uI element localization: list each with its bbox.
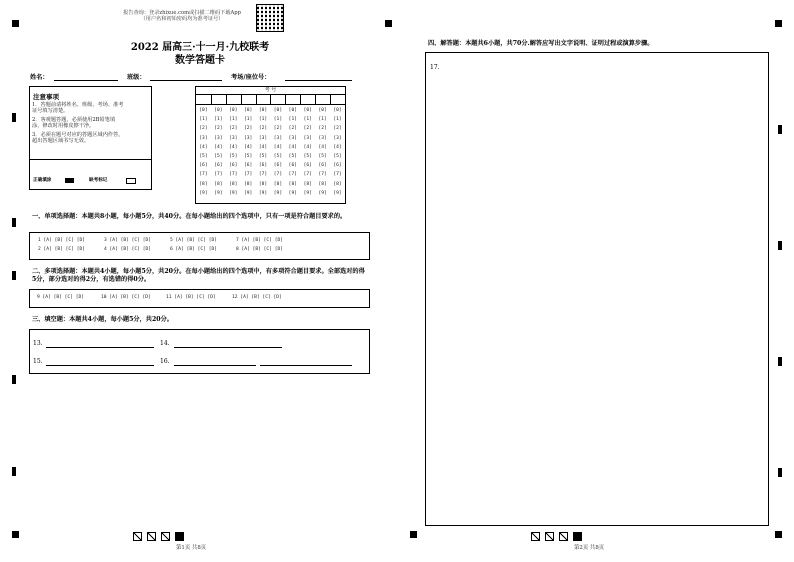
blank-13-label: 13. [33, 340, 43, 347]
exam-digit-bubble[interactable]: [5] [333, 154, 342, 160]
timing-mark [12, 271, 16, 280]
exam-number-column [300, 106, 315, 198]
qr-code-icon[interactable] [256, 4, 284, 32]
exam-digit-bubble[interactable]: [4] [229, 144, 238, 150]
exam-digit-bubble[interactable]: [9] [288, 190, 297, 196]
exam-digit-bubble[interactable]: [9] [303, 190, 312, 196]
timing-mark [778, 468, 782, 477]
registration-mark [410, 531, 417, 538]
exam-digit-bubble[interactable]: [8] [333, 181, 342, 187]
exam-digit-bubble[interactable]: [6] [303, 163, 312, 169]
exam-digit-bubble[interactable]: [8] [199, 181, 208, 187]
exam-number-column [256, 106, 271, 198]
exam-digit-bubble[interactable]: [1] [258, 117, 268, 123]
page-code-square [175, 532, 184, 541]
blank-14-label: 14. [160, 340, 170, 347]
timing-mark [778, 357, 782, 366]
exam-digit-bubble[interactable]: [4] [214, 144, 223, 150]
blank-13-field[interactable] [46, 340, 154, 348]
exam-digit-bubble[interactable]: [8] [303, 181, 312, 187]
exam-digit-bubble[interactable]: [5] [288, 154, 297, 160]
exam-digit-bubble[interactable]: [0] [199, 108, 208, 113]
exam-digit-bubble[interactable]: [8] [288, 181, 297, 187]
exam-digit-bubble[interactable]: [9] [214, 190, 223, 196]
multi-choice-question[interactable]: 12 [A] [B] [C] [D] [232, 295, 282, 300]
multi-choice-question[interactable]: 9 [A] [B] [C] [D] [37, 295, 85, 300]
single-choice-question[interactable]: 2 [A] [B] [C] [D] [38, 247, 86, 252]
name-label: 姓名： [30, 74, 49, 81]
timing-mark [778, 125, 782, 134]
exam-digit-bubble[interactable]: [4] [199, 144, 208, 150]
exam-digit-bubble[interactable]: [8] [229, 181, 238, 187]
exam-digit-bubble[interactable]: [5] [214, 154, 223, 160]
exam-digit-bubble[interactable]: [8] [258, 181, 268, 187]
exam-digit-bubble[interactable]: [7] [303, 172, 312, 178]
exam-digit-bubble[interactable]: [3] [258, 135, 268, 141]
timing-mark [12, 218, 16, 227]
single-choice-question[interactable]: 1 [A] [B] [C] [D] [38, 238, 86, 243]
exam-digit-bubble[interactable]: [7] [273, 172, 283, 178]
multi-choice-question[interactable]: 11 [A] [B] [C] [D] [166, 295, 216, 300]
section-fill-blank-title: 三、填空题：本题共4小题，每小题5分，共20分。 [32, 316, 173, 323]
exam-digit-bubble[interactable]: [7] [288, 172, 297, 178]
name-field[interactable] [54, 72, 118, 81]
multi-choice-question[interactable]: 10 [A] [B] [C] [D] [101, 295, 151, 300]
seat-field[interactable] [285, 72, 352, 81]
section-solve-title: 四、解答题：本题共6小题，共70分.解答应写出文字说明、证明过程或演算步骤。 [428, 40, 654, 47]
exam-number-column [315, 106, 330, 198]
notice-item: 3．必须在题号对应的答题区域内作答，超出答题区域书写无效。 [32, 131, 124, 145]
exam-digit-bubble[interactable]: [3] [273, 135, 283, 141]
exam-digit-bubble[interactable]: [3] [288, 135, 297, 141]
exam-digit-bubble[interactable]: [6] [214, 163, 223, 169]
exam-digit-bubble[interactable]: [5] [258, 154, 268, 160]
page-code-square [133, 532, 142, 541]
page-number-right: 第2页 共8页 [574, 545, 605, 551]
registration-mark [12, 531, 19, 538]
page-code-square [545, 532, 554, 541]
section-multi-choice-title: 二、多项选择题：本题共4小题，每小题5分，共20分。在每小题给出的四个选项中，有多项符合题目要求。全部选对的得5分，部分选对的得2分，有选错的得0分。 [32, 268, 365, 283]
exam-digit-bubble[interactable]: [7] [229, 172, 238, 178]
single-choice-box [29, 232, 370, 260]
exam-digit-bubble[interactable]: [8] [214, 181, 223, 187]
exam-digit-bubble[interactable]: [7] [199, 172, 208, 178]
registration-mark [775, 531, 782, 538]
page-code-square [573, 532, 582, 541]
exam-digit-bubble[interactable]: [5] [273, 154, 283, 160]
exam-number-column [211, 106, 226, 198]
exam-digit-bubble[interactable]: [2] [258, 126, 268, 132]
exam-digit-bubble[interactable]: [1] [214, 117, 223, 123]
registration-mark [775, 20, 782, 27]
exam-number-column [196, 106, 211, 198]
exam-digit-bubble[interactable]: [0] [288, 108, 297, 113]
exam-digit-bubble[interactable]: [8] [273, 181, 283, 187]
registration-mark [385, 20, 392, 27]
exam-digit-bubble[interactable]: [9] [258, 190, 268, 196]
exam-digit-bubble[interactable]: [8] [243, 181, 253, 187]
exam-digit-bubble[interactable]: [4] [258, 144, 268, 150]
exam-digit-bubble[interactable]: [0] [333, 108, 342, 113]
exam-digit-bubble[interactable]: [6] [333, 163, 342, 169]
exam-digit-bubble[interactable]: [0] [273, 108, 283, 113]
blank-15-label: 15. [33, 358, 43, 365]
timing-mark [12, 113, 16, 122]
exam-digit-bubble[interactable]: [3] [333, 135, 342, 141]
exam-number-column [330, 106, 345, 198]
notice-item: 2．客观题答题，必须使用2B铅笔填涂，修改时用橡皮擦干净。 [32, 116, 116, 130]
seat-label: 考场/座位号： [231, 74, 271, 81]
exam-digit-bubble[interactable]: [7] [243, 172, 253, 178]
exam-digit-bubble[interactable]: [1] [199, 117, 208, 123]
exam-digit-bubble[interactable]: [2] [229, 126, 238, 132]
exam-number-column [226, 106, 241, 198]
exam-digit-bubble[interactable]: [9] [243, 190, 253, 196]
exam-number-header: 考 号 [196, 87, 345, 95]
class-label: 班级： [127, 74, 146, 81]
single-choice-question[interactable]: 7 [A] [B] [C] [D] [236, 238, 284, 243]
exam-digit-bubble[interactable]: [5] [243, 154, 253, 160]
exam-digit-bubble[interactable]: [1] [333, 117, 342, 123]
notice-divider [29, 159, 151, 160]
exam-digit-bubble[interactable]: [6] [273, 163, 283, 169]
page-code-square [147, 532, 156, 541]
exam-digit-bubble[interactable]: [4] [273, 144, 283, 150]
exam-digit-bubble[interactable]: [3] [243, 135, 253, 141]
absent-mark-label: 缺考标记 [89, 178, 108, 183]
notice-body [32, 102, 124, 144]
page-code-square [559, 532, 568, 541]
exam-digit-bubble[interactable]: [3] [318, 135, 327, 141]
q17-answer-box[interactable] [425, 52, 769, 526]
timing-mark [778, 241, 782, 250]
single-choice-question[interactable]: 5 [A] [B] [C] [D] [170, 238, 218, 243]
exam-digit-bubble[interactable]: [1] [243, 117, 253, 123]
exam-digit-bubble[interactable]: [1] [273, 117, 283, 123]
timing-mark [12, 467, 16, 476]
blank-14-field[interactable] [174, 340, 282, 348]
exam-digit-bubble[interactable]: [0] [258, 108, 268, 113]
single-choice-question[interactable]: 3 [A] [B] [C] [D] [104, 238, 152, 243]
exam-digit-bubble[interactable]: [5] [303, 154, 312, 160]
exam-digit-bubble[interactable]: [4] [318, 144, 327, 150]
exam-digit-bubble[interactable]: [0] [229, 108, 238, 113]
exam-digit-bubble[interactable]: [5] [318, 154, 327, 160]
exam-digit-bubble[interactable]: [7] [258, 172, 268, 178]
single-choice-question[interactable]: 4 [A] [B] [C] [D] [104, 247, 152, 252]
exam-digit-bubble[interactable]: [2] [333, 126, 342, 132]
page-code-square [161, 532, 170, 541]
exam-digit-bubble[interactable]: [3] [303, 135, 312, 141]
blank-16-field[interactable] [174, 358, 256, 366]
single-choice-question[interactable]: 6 [A] [B] [C] [D] [170, 247, 218, 252]
exam-digit-bubble[interactable]: [4] [333, 144, 342, 150]
exam-digit-bubble[interactable]: [0] [303, 108, 312, 113]
notice-title: 注意事项 [33, 93, 59, 101]
exam-digit-bubble[interactable]: [4] [303, 144, 312, 150]
exam-digit-bubble[interactable]: [4] [243, 144, 253, 150]
exam-digit-bubble[interactable]: [2] [243, 126, 253, 132]
exam-digit-bubble[interactable]: [0] [243, 108, 253, 113]
blank-15-field[interactable] [46, 358, 154, 366]
absent-mark-checkbox[interactable] [126, 178, 136, 184]
exam-digit-bubble[interactable]: [8] [318, 181, 327, 187]
notice-item: 1．答题前请将姓名、班级、考场、准考证号填写清楚。 [32, 102, 124, 115]
exam-digit-bubble[interactable]: [5] [199, 154, 208, 160]
exam-digit-bubble[interactable]: [9] [318, 190, 327, 196]
exam-digit-bubble[interactable]: [1] [229, 117, 238, 123]
page-number-left: 第1页 共8页 [176, 545, 207, 551]
exam-digit-bubble[interactable]: [9] [199, 190, 208, 196]
exam-digit-bubble[interactable]: [2] [318, 126, 327, 132]
report-query-note [112, 10, 252, 23]
exam-digit-bubble[interactable]: [7] [214, 172, 223, 178]
exam-digit-bubble[interactable]: [0] [214, 108, 223, 113]
class-field[interactable] [150, 72, 222, 81]
exam-digit-bubble[interactable]: [2] [199, 126, 208, 132]
exam-digit-bubble[interactable]: [3] [214, 135, 223, 141]
timing-mark [12, 375, 16, 384]
exam-digit-bubble[interactable]: [7] [333, 172, 342, 178]
exam-digit-bubble[interactable]: [1] [318, 117, 327, 123]
exam-digit-bubble[interactable]: [1] [303, 117, 312, 123]
exam-digit-bubble[interactable]: [6] [243, 163, 253, 169]
fill-correct-sample-icon [65, 178, 74, 183]
blank-16-label: 16. [160, 358, 170, 365]
exam-digit-bubble[interactable]: [7] [318, 172, 327, 178]
exam-digit-bubble[interactable]: [5] [229, 154, 238, 160]
exam-number-column [285, 106, 300, 198]
exam-digit-bubble[interactable]: [6] [199, 163, 208, 169]
exam-digit-bubble[interactable]: [4] [288, 144, 297, 150]
exam-digit-bubble[interactable]: [6] [318, 163, 327, 169]
exam-digit-bubble[interactable]: [6] [288, 163, 297, 169]
report-query-line2: （用户名和初始密码均为准考证号） [140, 16, 224, 23]
exam-number-grid [195, 86, 346, 204]
exam-digit-bubble[interactable]: [0] [318, 108, 327, 113]
q17-label: 17. [430, 64, 440, 71]
registration-mark [12, 20, 19, 27]
exam-digit-bubble[interactable]: [2] [303, 126, 312, 132]
exam-subtitle: 数学答题卡 [175, 55, 225, 66]
exam-digit-bubble[interactable]: [9] [229, 190, 238, 196]
exam-digit-bubble[interactable]: [1] [288, 117, 297, 123]
fill-correct-label: 正确填涂 [33, 178, 52, 183]
exam-digit-bubble[interactable]: [2] [288, 126, 297, 132]
exam-number-column [241, 106, 256, 198]
fill-blank-box [29, 329, 370, 374]
report-query-line1: 报告查询：登录zhixue.com或扫描二维码下载App [123, 10, 241, 16]
section-single-choice-title: 一、单项选择题：本题共8小题，每小题5分，共40分。在每小题给出的四个选项中，只有一项是符合题目要求的。 [32, 213, 347, 220]
exam-digit-bubble[interactable]: [2] [273, 126, 283, 132]
exam-digit-bubble[interactable]: [9] [333, 190, 342, 196]
single-choice-question[interactable]: 8 [A] [B] [C] [D] [236, 247, 284, 252]
exam-number-column [271, 106, 286, 198]
exam-digit-bubble[interactable]: [9] [273, 190, 283, 196]
exam-digit-bubble[interactable]: [2] [214, 126, 223, 132]
page-code-square [531, 532, 540, 541]
exam-digit-bubble[interactable]: [6] [258, 163, 268, 169]
exam-digit-bubble[interactable]: [3] [199, 135, 208, 141]
exam-title: 2022 届高三·十一月·九校联考 [130, 42, 270, 53]
exam-number-write-row [196, 94, 345, 105]
exam-digit-bubble[interactable]: [6] [229, 163, 238, 169]
exam-digit-bubble[interactable]: [3] [229, 135, 238, 141]
blank-16-field-extra[interactable] [260, 358, 352, 366]
